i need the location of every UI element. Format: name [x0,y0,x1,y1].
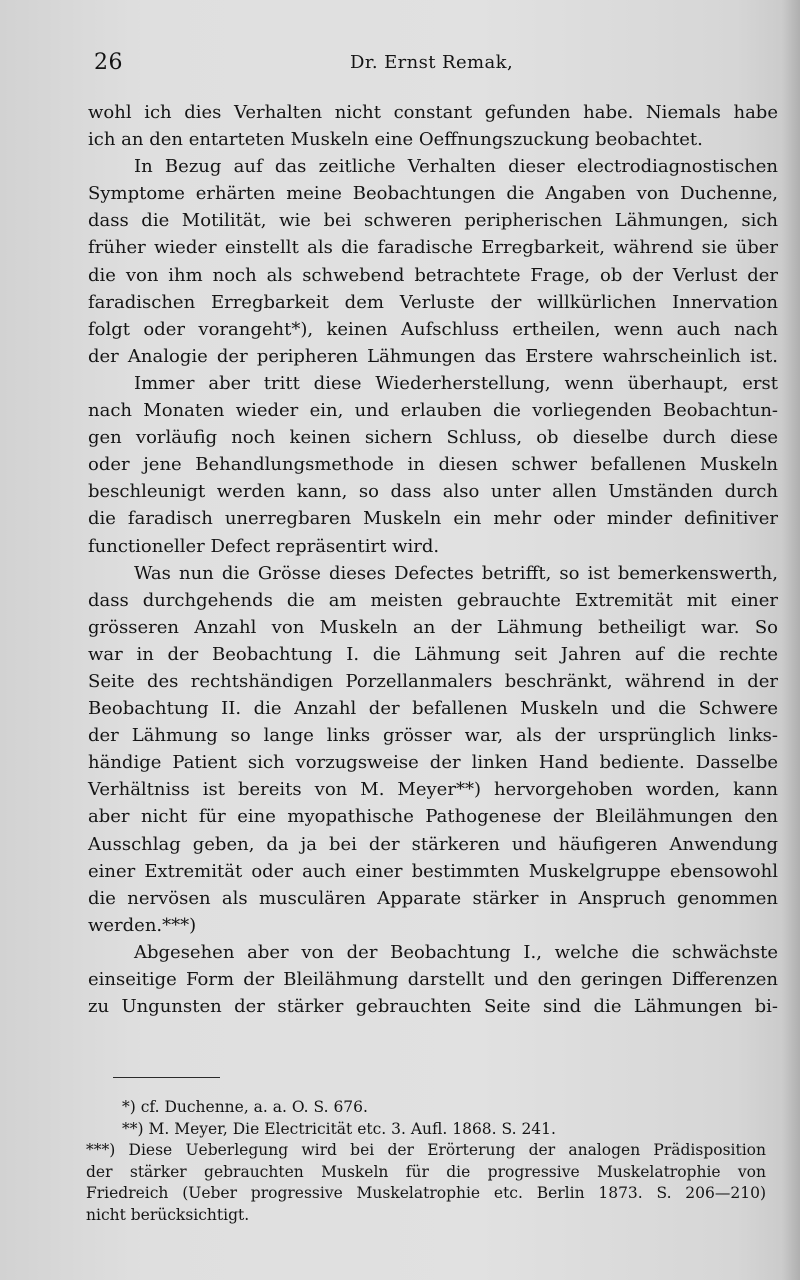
text-line: Immer aber tritt diese Wiederherstellung, wenn überhaupt, erst [134,372,778,394]
text-line: Was nun die Grösse dieses Defectes betrifft, so ist bemerkenswerth, [134,562,778,584]
text-line: In Bezug auf das zeitliche Verhalten dieser electrodiagnostischen [134,156,778,178]
page-number: 26 [94,50,123,75]
text-line: folgt oder vorangeht*), keinen Aufschluss ertheilen, wenn auch nach [88,318,778,340]
footnote: der stärker gebrauchten Muskeln für die progressive Muskelatrophie von [86,1162,766,1181]
text-line: die faradisch unerregbaren Muskeln ein mehr oder minder definitiver [88,508,778,530]
text-line: der Lähmung so lange links grösser war, als der ursprünglich links- [88,725,778,747]
text-line: Symptome erhärten meine Beobachtungen die Angaben von Duchenne, [88,183,778,205]
text-line: war in der Beobachtung I. die Lähmung seit Jahren auf die rechte [88,643,778,665]
text-line: Seite des rechtshändigen Porzellanmalers beschränkt, während in der [88,670,778,692]
text-line: aber nicht für eine myopathische Pathogenese der Bleilähmungen den [88,806,778,828]
footnotes [86,1097,766,1227]
text-line: gen vorläufig noch keinen sichern Schluss, ob dieselbe durch diese [88,427,778,449]
text-line: die von ihm noch als schwebend betrachtete Frage, ob der Verlust der [88,264,778,286]
footnote: Friedreich (Ueber progressive Muskelatrophie etc. Berlin 1873. S. 206—210) [86,1184,766,1203]
text-line: Abgesehen aber von der Beobachtung I., welche die schwächste [134,941,778,963]
text-line: früher wieder einstellt als die faradische Erregbarkeit, während sie über [88,237,778,259]
body-text [88,99,778,1020]
text-line: grösseren Anzahl von Muskeln an der Lähmung betheiligt war. So [88,616,778,638]
text-line: Ausschlag geben, da ja bei der stärkeren und häufigeren Anwendung [88,833,778,855]
page-edge-shadow [782,0,800,1280]
text-line: werden.***) [88,914,197,936]
text-line: ich an den entarteten Muskeln eine Oeffnungszuckung beobachtet. [88,129,703,151]
footnote: nicht berücksichtigt. [86,1205,250,1224]
running-head: Dr. Ernst Remak, [350,52,514,73]
text-line: faradischen Erregbarkeit dem Verluste der willkürlichen Innervation [88,291,778,313]
footnote: ***) Diese Ueberlegung wird bei der Erörterung der analogen Prädisposition [86,1141,766,1160]
text-line: dass durchgehends die am meisten gebrauchte Extremität mit einer [88,589,778,611]
text-line: beschleunigt werden kann, so dass also unter allen Umständen durch [88,481,778,503]
text-line: nach Monaten wieder ein, und erlauben die vorliegenden Beobachtun- [88,400,778,422]
text-line: zu Ungunsten der stärker gebrauchten Seite sind die Lähmungen bi- [88,996,778,1018]
text-line: functioneller Defect repräsentirt wird. [88,535,440,557]
text-line: Verhältniss ist bereits von M. Meyer**) hervorgehoben worden, kann [88,779,778,801]
text-line: einseitige Form der Bleilähmung darstellt und den geringen Differenzen [88,969,778,990]
page-header [94,50,760,82]
text-line: der Analogie der peripheren Lähmungen das Erstere wahrscheinlich ist. [88,345,778,367]
footnote: **) M. Meyer, Die Electricität etc. 3. Aufl. 1868. S. 241. [122,1119,556,1138]
footnote: *) cf. Duchenne, a. a. O. S. 676. [122,1098,368,1116]
text-line: händige Patient sich vorzugsweise der linken Hand bediente. Dasselbe [88,752,778,774]
text-line: wohl ich dies Verhalten nicht constant gefunden habe. Niemals habe [88,102,778,123]
text-line: einer Extremität oder auch einer bestimmten Muskelgruppe ebensowohl [88,860,778,882]
text-line: die nervösen als musculären Apparate stärker in Anspruch genommen [88,887,778,909]
text-line: dass die Motilität, wie bei schweren peripherischen Lähmungen, sich [88,210,778,232]
footnote-rule [113,1077,220,1078]
text-line: oder jene Behandlungsmethode in diesen schwer befallenen Muskeln [88,454,778,476]
text-line: Beobachtung II. die Anzahl der befallenen Muskeln und die Schwere [88,698,778,720]
